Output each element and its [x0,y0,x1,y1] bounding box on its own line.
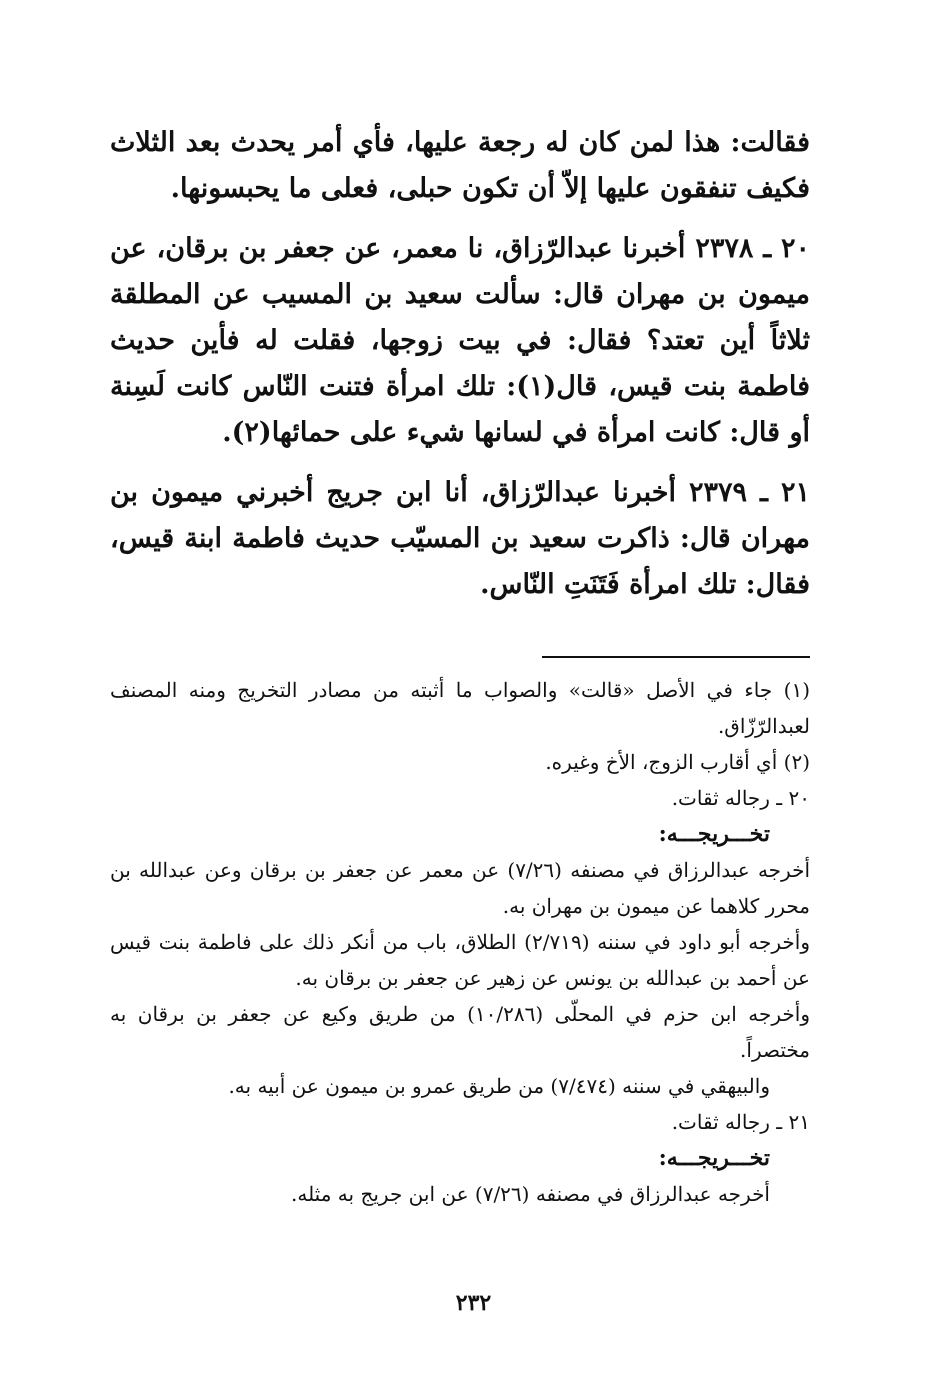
note-21-narrators: ٢١ ـ رجاله ثقات. [671,1110,810,1134]
hadith-2378 [110,226,810,456]
hadith-2378-text: أخبرنا عبدالرّزاق، نا معمر، عن جعفر بن برقان، عن ميمون بن مهران قال: سألت سعيد بن المسيب عن المطلقة ثلاثاً أين تعتد؟ فقال: في بيت زوجها، فقلت له فأين حديث فاطمة بنت قيس، قال(١): تلك امرأة فتنت النّاس كانت لَسِنة أو قال: كانت امرأة في لسانها شيء على حمائها(٢). [110,233,810,448]
takhrij-heading-20: تخـــريجـــه: [658,821,770,847]
footnote-separator [542,656,810,658]
paragraph-1: فقالت: هذا لمن كان له رجعة عليها، فأي أمر يحدث بعد الثلاث فكيف تنفقون عليها إلاّ أن تكون حبلى، فعلى ما يحبسونها. [110,127,810,204]
page-number: ٢٣٢ [455,1290,492,1316]
main-text [110,120,810,608]
hadith-2379 [110,470,810,608]
takhrij-20-d: والبيهقي في سننه (٧/٤٧٤) من طريق عمرو بن ميمون عن أبيه به. [228,1074,770,1098]
separator-wrap [110,656,810,658]
takhrij-21-a: أخرجه عبدالرزاق في مصنفه (٧/٢٦) عن ابن جريج به مثله. [290,1182,770,1206]
takhrij-20-c: وأخرجه ابن حزم في المحلّى (١٠/٢٨٦) من طريق وكيع عن جعفر بن برقان به مختصراً. [110,1002,811,1062]
hadith-number-2379: ٢١ ـ ٢٣٧٩ [689,477,810,508]
page-content [110,120,810,1212]
note-20-narrators: ٢٠ ـ رجاله ثقات. [671,786,810,810]
hadith-2379-text: أخبرنا عبدالرّزاق، أنا ابن جريج أخبرني ميمون بن مهران قال: ذاكرت سعيد بن المسيّب حديث فاطمة ابنة قيس، فقال: تلك امرأة فَتَنَتِ النّاس. [110,477,810,600]
footnotes [110,672,810,1212]
footnote-2: (٢) أي أقارب الزوج، الأخ وغيره. [545,750,810,774]
hadith-number-2378: ٢٠ ـ ٢٣٧٨ [695,233,810,264]
footnote-1: (١) جاء في الأصل «قالت» والصواب ما أثبته من مصادر التخريج ومنه المصنف لعبدالرّزّاق. [110,678,810,738]
takhrij-20-b: وأخرجه أبو داود في سننه (٢/٧١٩) الطلاق، باب من أنكر ذلك على فاطمة بنت قيس عن أحمد بن عبدالله بن يونس عن زهير عن جعفر بن برقان به. [110,930,810,990]
takhrij-heading-21: تخـــريجـــه: [658,1145,770,1171]
takhrij-20-a: أخرجه عبدالرزاق في مصنفه (٧/٢٦) عن معمر عن جعفر بن برقان وعن عبدالله بن محرر كلاهما عن ميمون بن مهران به. [110,858,810,918]
